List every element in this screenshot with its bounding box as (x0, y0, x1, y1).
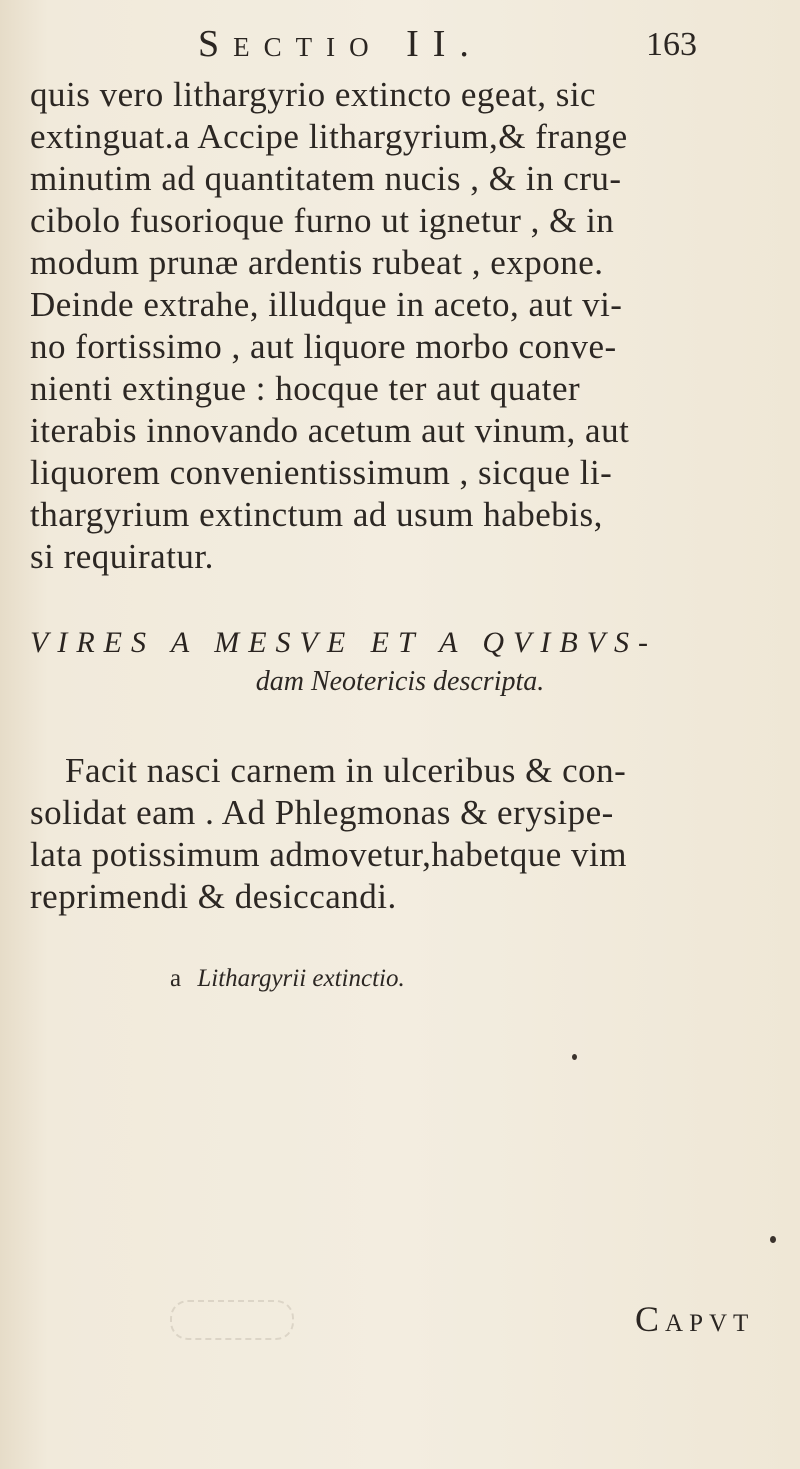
text-line: extinguat.a Accipe lithargyrium,& frange (30, 117, 628, 156)
section-heading: VIRES A MESVE ET A QVIBVS- (30, 626, 658, 659)
ink-speck (572, 1054, 577, 1060)
show-through-smudge (170, 1300, 294, 1340)
text-line: iterabis innovando acetum aut vinum, aut (30, 411, 630, 450)
page-number: 163 (646, 26, 697, 63)
text-line: lata potissimum admovetur,habetque vim (30, 835, 627, 874)
running-head: Sectio II. (198, 23, 483, 65)
page-header (198, 22, 798, 70)
text-line: Deinde extrahe, illudque in aceto, aut vi- (30, 285, 623, 324)
text-line: reprimendi & desiccandi. (30, 877, 397, 916)
text-line: nienti extingue : hocque ter aut quater (30, 369, 581, 408)
text-line: Facit nasci carnem in ulceribus & con- (65, 751, 627, 790)
footnote-text: Lithargyrii extinctio. (197, 965, 405, 992)
text-line: solidat eam . Ad Phlegmonas & erysipe- (30, 793, 614, 832)
marginal-footnote (170, 965, 405, 993)
section-subheading: dam Neotericis descripta. (255, 666, 545, 697)
text-line: thargyrium extinctum ad usum habebis, (30, 495, 603, 534)
paragraph-vires (30, 750, 790, 918)
text-line: liquorem convenientissimum , sicque li- (30, 453, 613, 492)
text-line: cibolo fusorioque furno ut ignetur , & in (30, 201, 615, 240)
text-line: minutim ad quantitatem nucis , & in cru- (30, 159, 622, 198)
text-line: quis vero lithargyrio extincto egeat, sic (30, 75, 597, 114)
text-line: si requiratur. (30, 537, 214, 576)
text-line: no fortissimo , aut liquore morbo conve- (30, 327, 617, 366)
paragraph-lithargyrium-extinction (30, 74, 790, 578)
catchword: Capvt (635, 1299, 755, 1339)
footnote-mark: a (170, 965, 182, 992)
text-line: modum prunæ ardentis rubeat , expone. (30, 243, 604, 282)
ink-speck (770, 1236, 776, 1243)
